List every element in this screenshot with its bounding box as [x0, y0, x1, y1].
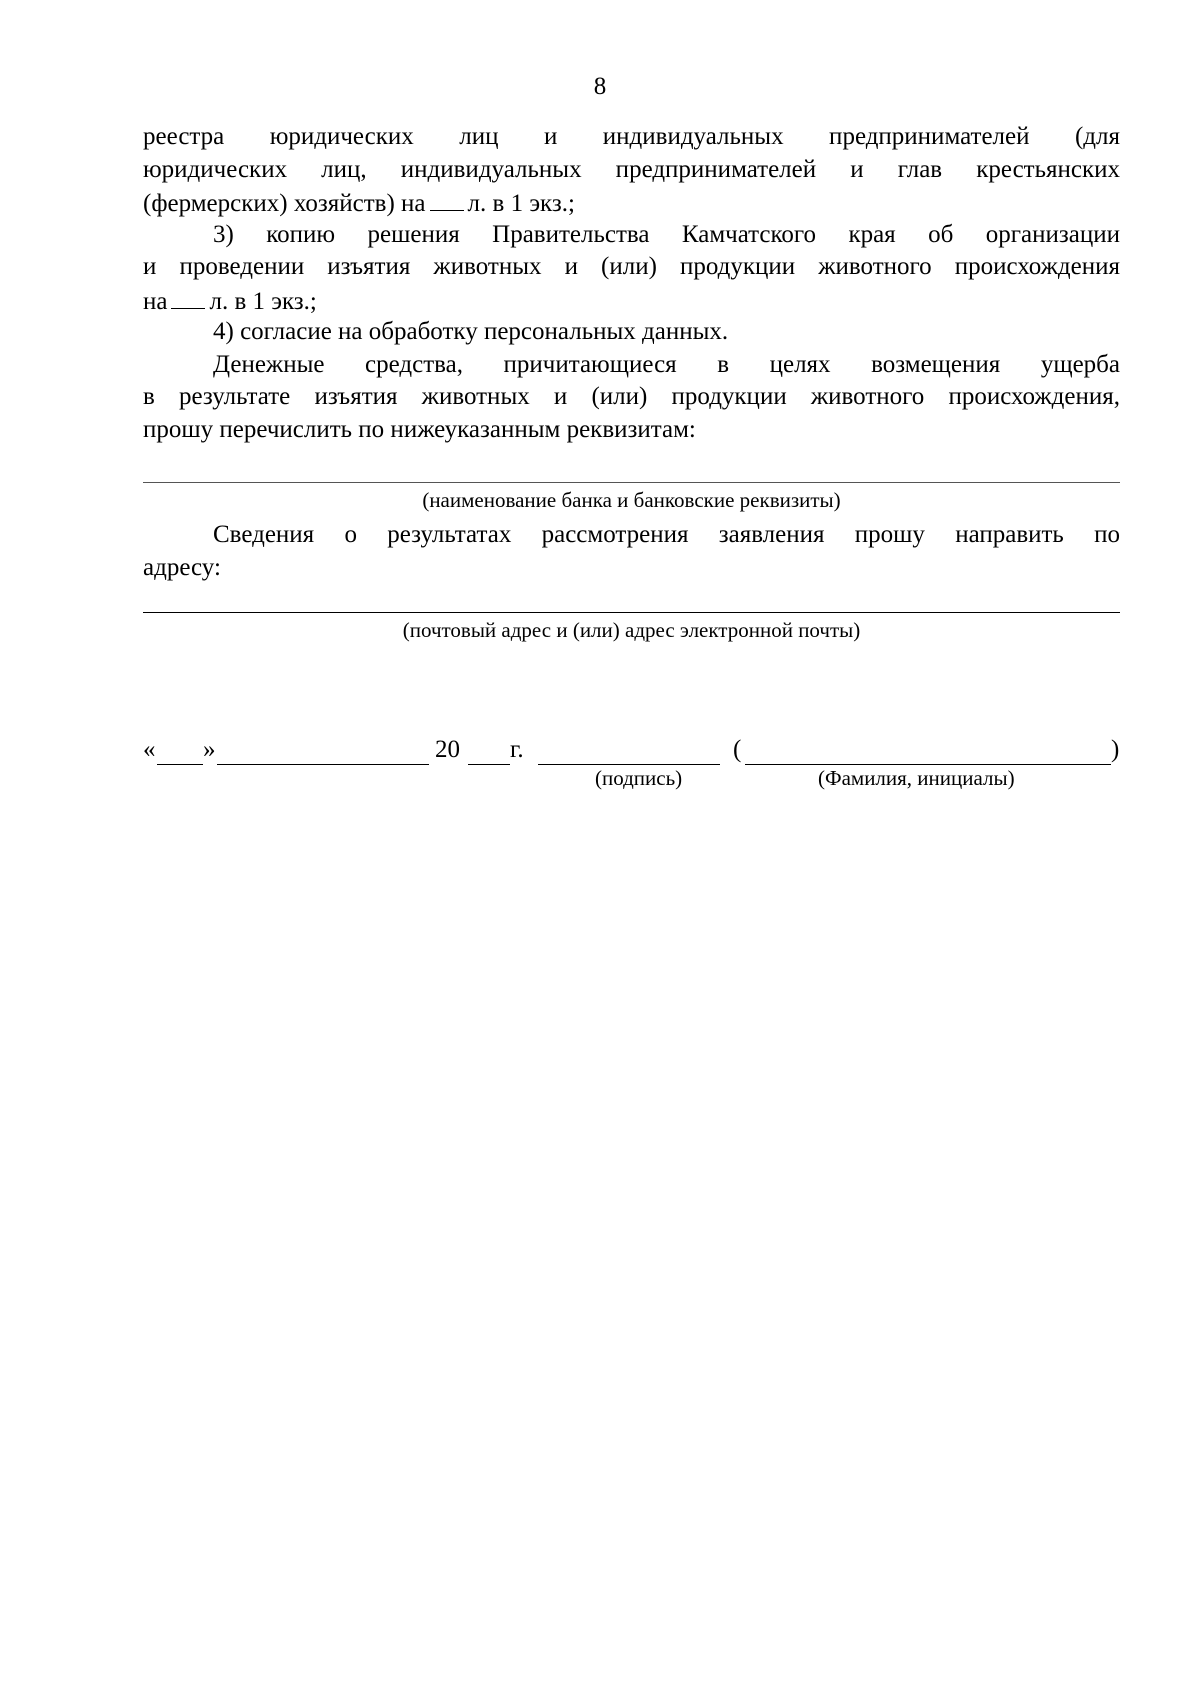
signature-row [143, 734, 1120, 768]
open-quote: « [143, 736, 156, 763]
item-4-line-1: 4) согласие на обработку персональных данных. [213, 318, 729, 345]
close-paren: ) [1111, 736, 1120, 763]
payment-line-3: прошу перечислить по нижеуказанным реквизитам: [143, 415, 696, 443]
bank-details-field[interactable] [143, 482, 1120, 483]
paragraph-1-line-3-end: л. в 1 экз.; [467, 190, 575, 217]
paragraph-1-line-2: юридических лиц, индивидуальных предпринимателей и глав крестьянских [143, 155, 1120, 183]
sheet-count-blank-1[interactable] [430, 186, 464, 211]
address-field[interactable] [143, 612, 1120, 613]
year-suffix: г. [510, 736, 524, 763]
paragraph-1-line-3-start: (фермерских) хозяйств) на [143, 190, 426, 217]
address-line-2: адресу: [143, 553, 221, 581]
open-paren: ( [733, 736, 742, 763]
item-3-line-3-end: л. в 1 экз.; [209, 287, 317, 315]
item-3-line-1: 3) копию решения Правительства Камчатского края об организации [213, 220, 1120, 248]
paragraph-1-line-1: реестра юридических лиц и индивидуальных предпринимателей (для [143, 123, 1120, 150]
close-quote: » [203, 736, 216, 763]
paragraph-1-line-3 [143, 186, 1120, 219]
item-3-line-3-start: на [143, 287, 168, 315]
page-number: 8 [593, 73, 607, 100]
item-3-line-2: и проведении изъятия животных и (или) продукции животного происхождения [143, 253, 1120, 280]
year-field[interactable] [468, 764, 510, 765]
payment-line-2: в результате изъятия животных и (или) продукции животного происхождения, [143, 383, 1120, 410]
address-line-1: Сведения о результатах рассмотрения заявления прошу направить по [213, 521, 1120, 548]
bank-details-caption: (наименование банка и банковские реквизиты) [422, 488, 841, 512]
day-field[interactable] [157, 764, 203, 765]
body-text [143, 121, 1120, 446]
year-prefix: 20 [435, 736, 460, 763]
payment-line-1: Денежные средства, причитающиеся в целях возмещения ущерба [213, 350, 1120, 378]
item-3-line-3 [143, 284, 1120, 317]
address-caption: (почтовый адрес и (или) адрес электронной почты) [402, 618, 861, 642]
address-text [143, 519, 1120, 584]
name-caption: (Фамилия, инициалы) [818, 766, 1015, 790]
sheet-count-blank-2[interactable] [171, 284, 205, 309]
month-field[interactable] [217, 764, 429, 765]
signature-caption: (подпись) [595, 766, 683, 790]
